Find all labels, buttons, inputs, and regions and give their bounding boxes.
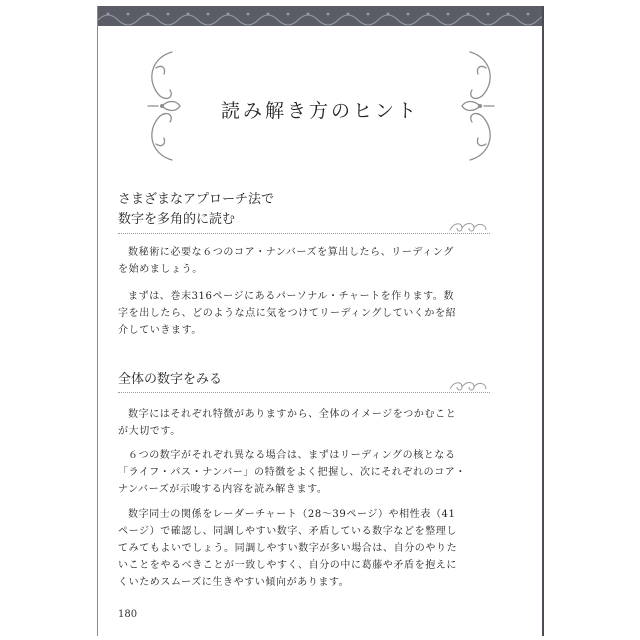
lace-pattern-icon xyxy=(98,6,542,26)
text-line: 数字同士の関係をレーダーチャート（28～39ページ）や相性表（41 xyxy=(128,509,456,520)
text-line: を始めましょう。 xyxy=(118,264,203,275)
text-line: 字を出したら、どのような点に気をつけてリーディングしていくかを紹 xyxy=(118,308,457,319)
book-page xyxy=(97,6,544,636)
text-line: ６つの数字がそれぞれ異なる場合は、まずはリーディングの核となる xyxy=(128,450,456,461)
text-line: 「ライフ・パス・ナンバー」の特徴をよく把握し、次にそれぞれのコア・ xyxy=(118,467,466,478)
dotted-rule xyxy=(118,392,490,393)
chapter-title: 読み解き方のヒント xyxy=(220,100,419,122)
paragraph xyxy=(118,447,490,498)
text-line: いことをやるべきことが一致しやすく、自分の中に葛藤や矛盾を抱えに xyxy=(118,560,457,571)
section-heading-line: 全体の数字をみる xyxy=(118,372,223,387)
paragraph xyxy=(118,288,490,339)
decorative-header-band xyxy=(98,6,542,26)
text-line: 数秘術に必要な６つのコア・ナンバーズを算出したら、リーディング xyxy=(128,247,454,258)
text-line: 数字にはそれぞれ特徴がありますから、全体のイメージをつかむこと xyxy=(128,409,457,420)
text-line: ナンバーズが示唆する内容を読み解きます。 xyxy=(118,484,328,495)
dotted-rule xyxy=(118,233,490,234)
text-line: くいためスムーズに生きやすい傾向があります。 xyxy=(118,577,350,588)
text-line: てみてもよいでしょう。同調しやすい数字が多い場合は、自分のやりた xyxy=(118,543,458,554)
section-heading-line: さまざまなアプローチ法で xyxy=(118,192,275,207)
section-heading xyxy=(118,190,490,230)
section-heading-line: 数字を多角的に読む xyxy=(118,212,236,227)
page-number: 180 xyxy=(118,609,138,620)
text-line: まずは、巻末316ページにあるパーソナル・チャートを作ります。数 xyxy=(128,291,455,302)
swirl-icon xyxy=(448,379,488,393)
text-line: 介していきます。 xyxy=(118,325,202,336)
paragraph xyxy=(118,244,490,278)
paragraph xyxy=(118,506,490,591)
paragraph xyxy=(118,406,490,440)
section-heading xyxy=(118,370,490,390)
text-line: が大切です。 xyxy=(118,426,181,437)
text-line: ページ）で確認し、同調しやすい数字、矛盾している数字などを整理し xyxy=(118,526,457,537)
swirl-icon xyxy=(448,220,488,234)
